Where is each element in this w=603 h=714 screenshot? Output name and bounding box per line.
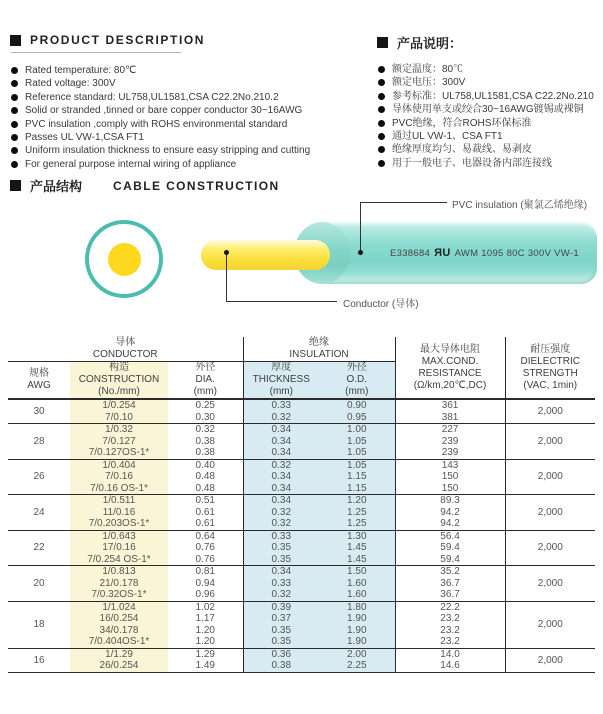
bullet-item: [10, 118, 374, 131]
construction-value: 7/0.404OS-1*: [88, 636, 150, 647]
product-notes-list: [377, 63, 603, 170]
awg-cell: 30: [8, 399, 70, 424]
awg-cell: 20: [8, 566, 70, 602]
thickness-value: 0.39: [271, 601, 292, 613]
circle-bullet-icon: [378, 160, 385, 167]
dia-header-line: (mm): [193, 386, 217, 397]
resistance-header-line: 最大导体电阻: [420, 343, 481, 355]
od-header-line: O.D.: [346, 374, 368, 385]
awg-cell: 18: [8, 601, 70, 648]
thickness-value: 0.34: [271, 447, 292, 458]
dia-value: 0.76: [195, 553, 215, 565]
resistance-cell: [395, 530, 505, 566]
bullet-item: [10, 131, 374, 144]
construction-value: 1/0.511: [102, 495, 136, 506]
conductor-group-cn: 导体: [115, 337, 136, 348]
thickness-value: 0.34: [271, 435, 292, 447]
conductor-rod: [201, 240, 330, 270]
dielectric-cell: 2,000: [505, 566, 595, 602]
dia-value: 1.29: [195, 648, 215, 660]
construction-value: 1/0.32: [105, 424, 133, 435]
dia-value: 0.32: [195, 424, 215, 435]
thickness-value: 0.32: [271, 518, 292, 529]
dia-cell: [168, 648, 243, 672]
circle-bullet-icon: [11, 134, 18, 141]
resistance-value: 89.3: [440, 495, 460, 506]
od-cell: [319, 399, 395, 424]
dielectric-cell: 2,000: [505, 495, 595, 531]
thickness-value: 0.33: [271, 400, 292, 411]
bullet-text: Rated voltage: 300V: [25, 78, 116, 90]
conductor-core-icon: [108, 243, 141, 276]
thickness-cell: [243, 495, 319, 531]
dia-value: 0.81: [195, 566, 215, 577]
construction-value: 7/0.127: [102, 435, 136, 447]
od-value: 1.25: [347, 518, 367, 529]
construction-value: 16/0.254: [99, 613, 139, 624]
conductor-label: Conductor (导体): [343, 299, 419, 310]
dia-value: 0.61: [195, 506, 215, 518]
construction-header-line: CONSTRUCTION: [78, 374, 160, 385]
table-row: [8, 459, 595, 495]
od-value: 1.45: [347, 542, 367, 553]
ul-recognized-mark-icon: ЯU: [434, 247, 451, 259]
circle-bullet-icon: [378, 93, 385, 100]
od-value: 1.15: [347, 482, 367, 494]
thickness-value: 0.34: [271, 566, 292, 577]
square-bullet-icon: [10, 35, 21, 46]
resistance-value: 14.0: [440, 648, 460, 660]
construction-header-line: (No./mm): [98, 386, 140, 397]
resistance-value: 143: [441, 459, 459, 471]
bullet-text: Passes UL VW-1,CSA FT1: [25, 132, 144, 144]
bullet-item: [377, 63, 603, 76]
resistance-header-line: MAX.COND.: [421, 355, 479, 367]
bullet-text: Reference standard: UL758,UL1581,CSA C22.2No.210.2: [25, 91, 279, 103]
construction-value: 26/0.254: [99, 660, 139, 671]
construction-cell: [70, 459, 168, 495]
square-bullet-icon: [10, 180, 21, 191]
construction-value: 1/1.024: [102, 601, 136, 613]
dia-cell: [168, 399, 243, 424]
bullet-item: [10, 64, 374, 77]
thickness-value: 0.35: [271, 636, 292, 647]
dia-cell: [168, 566, 243, 602]
insulation-group-header: [243, 337, 395, 362]
od-value: 1.20: [347, 495, 367, 506]
circle-bullet-icon: [378, 133, 385, 140]
awg-header-line: AWG: [27, 380, 51, 391]
insulation-callout-dot: [358, 250, 363, 255]
dia-cell: [168, 424, 243, 460]
cable-print-text: [390, 247, 579, 259]
table-row: [8, 424, 595, 460]
insulation-group-en: INSULATION: [289, 349, 349, 360]
thickness-cell: [243, 459, 319, 495]
cable-cross-section: [85, 220, 163, 298]
construction-value: 11/0.16: [102, 506, 136, 518]
resistance-cell: [395, 495, 505, 531]
dia-cell: [168, 601, 243, 648]
resistance-cell: [395, 459, 505, 495]
dia-value: 0.51: [195, 495, 215, 506]
thickness-cell: [243, 648, 319, 672]
conductor-callout-dot: [224, 250, 229, 255]
construction-header-line: 构造: [109, 362, 129, 373]
resistance-value: 36.7: [440, 577, 460, 589]
bullet-item: [10, 144, 374, 157]
construction-value: 1/0.813: [102, 566, 136, 577]
awg-header-line: 规格: [29, 368, 49, 379]
thickness-value: 0.35: [271, 553, 292, 565]
awg-column-header: [8, 362, 70, 400]
bullet-item: [377, 143, 603, 156]
bullet-item: [377, 103, 603, 116]
od-cell: [319, 566, 395, 602]
dia-value: 0.96: [195, 589, 215, 600]
od-value: 2.00: [347, 648, 367, 660]
bullet-text: 用于一般电子、电器设备内部连接线: [392, 157, 552, 169]
cable-spec-text: AWM 1095 80C 300V VW-1: [454, 248, 579, 259]
table-row: [8, 648, 595, 672]
bullet-text: For general purpose internal wiring of appliance: [25, 158, 237, 170]
resistance-value: 56.4: [440, 530, 460, 542]
dia-value: 0.64: [195, 530, 215, 542]
resistance-value: 94.2: [440, 518, 460, 529]
resistance-value: 59.4: [440, 553, 460, 565]
dia-value: 0.25: [195, 400, 215, 411]
product-description-title: PRODUCT DESCRIPTION: [30, 33, 206, 47]
construction-value: 7/0.16: [105, 471, 133, 482]
resistance-cell: [395, 399, 505, 424]
product-notes-header: [377, 33, 603, 52]
dia-value: 1.02: [195, 601, 215, 613]
od-value: 1.80: [347, 601, 367, 613]
square-bullet-icon: [377, 37, 388, 48]
resistance-value: 381: [441, 411, 459, 423]
resistance-cell: [395, 424, 505, 460]
circle-bullet-icon: [11, 121, 18, 128]
thickness-cell: [243, 601, 319, 648]
bullet-item: [377, 157, 603, 170]
conductor-group-en: CONDUCTOR: [92, 349, 158, 360]
dia-value: 1.17: [195, 613, 215, 624]
circle-bullet-icon: [378, 106, 385, 113]
dia-cell: [168, 530, 243, 566]
bullet-item: [10, 91, 374, 104]
awg-cell: 22: [8, 530, 70, 566]
circle-bullet-icon: [11, 161, 18, 168]
od-cell: [319, 424, 395, 460]
circle-bullet-icon: [378, 79, 385, 86]
resistance-value: 14.6: [440, 660, 460, 671]
bullet-text: 参考标准：UL758,UL1581,CSA C22.2No.210: [392, 90, 594, 102]
dia-value: 0.38: [195, 447, 215, 458]
dia-value: 0.94: [195, 577, 215, 589]
thickness-value: 0.33: [271, 530, 292, 542]
dielectric-cell: 2,000: [505, 601, 595, 648]
bullet-text: PVC insulation ,comply with ROHS environmental standard: [25, 118, 288, 130]
od-value: 0.95: [347, 411, 367, 423]
insulation-leader-hline: [360, 202, 447, 203]
od-header-line: 外径: [346, 362, 367, 373]
dia-value: 0.76: [195, 542, 215, 553]
conductor-group-header: [8, 337, 243, 362]
dielectric-cell: 2,000: [505, 648, 595, 672]
bullet-item: [10, 104, 374, 117]
resistance-header-line: RESISTANCE: [418, 367, 482, 379]
table-row: [8, 495, 595, 531]
dia-value: 1.20: [195, 624, 215, 636]
circle-bullet-icon: [378, 146, 385, 153]
bullet-text: 通过UL VW-1、CSA FT1: [392, 131, 503, 143]
thickness-value: 0.38: [271, 660, 292, 671]
od-value: 1.45: [347, 553, 367, 565]
bullet-text: 绝缘厚度均匀、易裁线、易剥皮: [392, 144, 532, 156]
cable-cert-number: E338684: [390, 248, 431, 259]
spec-table-head: [8, 337, 595, 399]
resistance-value: 239: [441, 447, 459, 458]
thickness-value: 0.34: [271, 482, 292, 494]
dia-value: 0.48: [195, 471, 215, 482]
thickness-value: 0.32: [271, 506, 292, 518]
dia-column-header: [168, 362, 243, 400]
od-value: 2.25: [347, 660, 367, 671]
circle-bullet-icon: [11, 147, 18, 154]
construction-cell: [70, 495, 168, 531]
bullet-item: [377, 117, 603, 130]
od-cell: [319, 530, 395, 566]
conductor-leader-vline: [226, 253, 227, 301]
product-notes-section: [377, 33, 603, 170]
thickness-value: 0.37: [271, 613, 292, 624]
bullet-item: [377, 76, 603, 89]
construction-value: 1/1.29: [105, 648, 133, 660]
construction-cell: [70, 601, 168, 648]
circle-bullet-icon: [11, 107, 18, 114]
circle-bullet-icon: [11, 94, 18, 101]
construction-value: 7/0.10: [105, 411, 133, 423]
bullet-text: PVC绝缘，符合ROHS环保标准: [392, 117, 532, 129]
bullet-item: [377, 90, 603, 103]
resistance-value: 150: [441, 471, 459, 482]
circle-bullet-icon: [378, 66, 385, 73]
od-value: 1.00: [347, 424, 367, 435]
bullet-item: [10, 77, 374, 90]
construction-value: 7/0.254 OS-1*: [87, 553, 151, 565]
od-cell: [319, 459, 395, 495]
thickness-value: 0.35: [271, 624, 292, 636]
cable-construction-header: [10, 176, 280, 195]
resistance-value: 22.2: [440, 601, 460, 613]
dielectric-cell: 2,000: [505, 424, 595, 460]
dia-header-line: 外径: [195, 362, 216, 373]
od-header-line: (mm): [345, 386, 369, 397]
bullet-item: [10, 158, 374, 171]
spec-table: [8, 337, 595, 673]
thickness-value: 0.32: [271, 589, 292, 600]
od-cell: [319, 601, 395, 648]
resistance-value: 23.2: [440, 636, 460, 647]
od-value: 1.60: [347, 589, 367, 600]
dielectric-cell: 2,000: [505, 459, 595, 495]
od-value: 1.60: [347, 577, 367, 589]
bullet-text: 额定温度：80℃: [392, 64, 464, 75]
table-row: [8, 601, 595, 648]
thickness-cell: [243, 399, 319, 424]
bullet-text: Solid or stranded ,tinned or bare copper conductor 30~16AWG: [25, 105, 303, 117]
construction-column-header: [70, 362, 168, 400]
thickness-value: 0.33: [271, 577, 292, 589]
table-row: [8, 566, 595, 602]
resistance-value: 227: [441, 424, 459, 435]
od-value: 1.05: [347, 459, 367, 471]
thickness-header-line: (mm): [269, 386, 293, 397]
awg-cell: 24: [8, 495, 70, 531]
od-value: 0.90: [347, 400, 367, 411]
construction-cell: [70, 566, 168, 602]
resistance-value: 361: [441, 400, 459, 411]
circle-bullet-icon: [11, 67, 18, 74]
construction-value: 34/0.178: [99, 624, 139, 636]
bullet-text: 额定电压：300V: [392, 77, 466, 89]
awg-cell: 28: [8, 424, 70, 460]
awg-cell: 26: [8, 459, 70, 495]
conductor-leader-hline: [226, 301, 337, 302]
od-value: 1.90: [347, 636, 367, 647]
resistance-cell: [395, 601, 505, 648]
construction-cell: [70, 424, 168, 460]
construction-value: 1/0.404: [102, 459, 136, 471]
thickness-value: 0.32: [271, 459, 292, 471]
construction-cell: [70, 530, 168, 566]
product-description-list: [10, 64, 374, 171]
od-value: 1.90: [347, 624, 367, 636]
od-value: 1.30: [347, 530, 367, 542]
thickness-value: 0.36: [271, 648, 292, 660]
thickness-header-line: 厚度: [271, 362, 292, 373]
dielectric-header-line: (VAC, 1min): [523, 379, 578, 391]
dielectric-header-line: 耐压强度: [530, 343, 571, 355]
dia-value: 1.49: [195, 660, 215, 671]
od-value: 1.05: [347, 447, 367, 458]
construction-value: 7/0.203OS-1*: [88, 518, 150, 529]
bullet-text: Rated temperature: 80℃: [25, 65, 137, 76]
thickness-cell: [243, 424, 319, 460]
spec-table-body: [8, 399, 595, 672]
construction-value: 7/0.16 OS-1*: [90, 482, 148, 494]
thickness-header-line: THICKNESS: [252, 374, 310, 385]
dielectric-header-line: DIELECTRIC: [520, 355, 580, 367]
dielectric-cell: 2,000: [505, 399, 595, 424]
resistance-value: 23.2: [440, 624, 460, 636]
od-cell: [319, 648, 395, 672]
dia-value: 0.40: [195, 459, 215, 471]
dia-cell: [168, 459, 243, 495]
bullet-text: Uniform insulation thickness to ensure easy stripping and cutting: [25, 145, 311, 157]
product-description-header: [10, 33, 374, 47]
od-value: 1.25: [347, 506, 367, 518]
thickness-cell: [243, 566, 319, 602]
dia-header-line: DIA.: [195, 374, 215, 385]
construction-value: 21/0.178: [99, 577, 139, 589]
od-column-header: [319, 362, 395, 400]
resistance-column-header: [395, 337, 505, 399]
dielectric-cell: 2,000: [505, 530, 595, 566]
construction-value: 1/0.254: [102, 400, 136, 411]
od-cell: [319, 495, 395, 531]
spec-table-section: [8, 337, 595, 673]
dia-value: 0.30: [195, 411, 215, 423]
bullet-text: 导体使用单支或绞合30~16AWG镀锡或裸铜: [392, 104, 584, 116]
thickness-cell: [243, 530, 319, 566]
construction-cell: [70, 648, 168, 672]
od-value: 1.90: [347, 613, 367, 624]
resistance-value: 94.2: [440, 506, 460, 518]
table-row: [8, 399, 595, 424]
dielectric-header-line: STRENGTH: [522, 367, 578, 379]
resistance-value: 35.2: [440, 566, 460, 577]
resistance-header-line: (Ω/km,20℃,DC): [413, 379, 487, 391]
cable-construction-title-cn: 产品结构: [30, 179, 83, 194]
dia-cell: [168, 495, 243, 531]
product-description-section: [10, 33, 374, 171]
resistance-value: 23.2: [440, 613, 460, 624]
dia-value: 1.20: [195, 636, 215, 647]
circle-bullet-icon: [11, 80, 18, 87]
product-notes-title: 产品说明：: [397, 36, 463, 51]
insulation-group-cn: 绝缘: [309, 337, 330, 348]
resistance-value: 36.7: [440, 589, 460, 600]
thickness-value: 0.35: [271, 542, 292, 553]
construction-value: 7/0.127OS-1*: [88, 447, 150, 458]
construction-cell: [70, 399, 168, 424]
circle-bullet-icon: [378, 120, 385, 127]
table-row: [8, 530, 595, 566]
resistance-value: 150: [441, 482, 459, 494]
title-underline: [11, 52, 181, 53]
dia-value: 0.48: [195, 482, 215, 494]
awg-cell: 16: [8, 648, 70, 672]
thickness-value: 0.34: [271, 495, 292, 506]
thickness-column-header: [243, 362, 319, 400]
thickness-value: 0.34: [271, 471, 292, 482]
insulation-leader-vline: [360, 202, 361, 253]
construction-value: 7/0.32OS-1*: [91, 589, 147, 600]
thickness-value: 0.34: [271, 424, 292, 435]
dielectric-column-header: [505, 337, 595, 399]
od-value: 1.15: [347, 471, 367, 482]
od-value: 1.50: [347, 566, 367, 577]
insulation-label: PVC insulation (聚氯乙烯绝缘): [452, 200, 588, 211]
resistance-value: 239: [441, 435, 459, 447]
construction-value: 1/0.643: [102, 530, 136, 542]
bullet-item: [377, 130, 603, 143]
resistance-value: 59.4: [440, 542, 460, 553]
thickness-value: 0.32: [271, 411, 292, 423]
dia-value: 0.61: [195, 518, 215, 529]
construction-value: 17/0.16: [102, 542, 136, 553]
resistance-cell: [395, 648, 505, 672]
dia-value: 0.38: [195, 435, 215, 447]
resistance-cell: [395, 566, 505, 602]
od-value: 1.05: [347, 435, 367, 447]
cable-construction-title-en: CABLE CONSTRUCTION: [113, 178, 280, 193]
